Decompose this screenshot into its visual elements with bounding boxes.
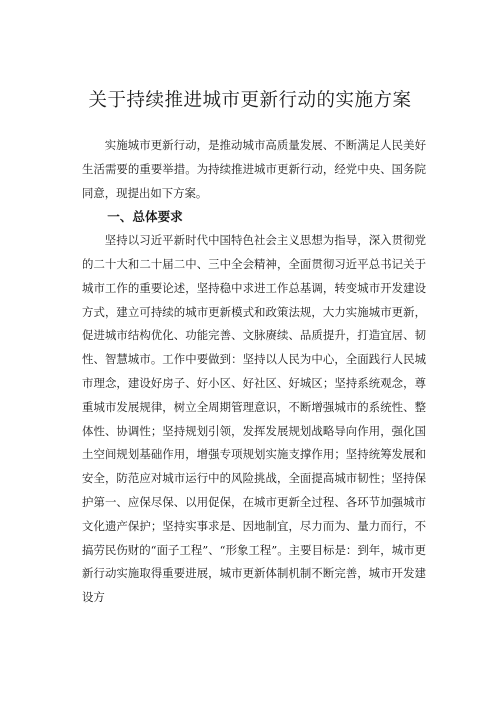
section-paragraph: 坚持以习近平新时代中国特色社会主义思想为指导，深入贯彻党的二十大和二十届二中、三中全会精神，全面贯彻习近平总书记关于城市工作的重要论述，坚持稳中求进工作总基调，转变城市开发建设方式，建立可持续的城市更新模式和政策法规，大力实施城市更新，促进城市结构优化、功能完善、文脉赓续、品质提升，打造宜居、韧性、智慧城市。工作中要做到：坚持以人民为中心，全面践行人民城市理念，建设好房子、好小区、好社区、好城区；坚持系统观念，尊重城市发展规律，树立全周期管理意识，不断增强城市的系统性、整体性、协调性；坚持规划引领，发挥发展规划战略导向作用，强化国土空间规划基础作用，增强专项规划实施支撑作用；坚持统筹发展和安全，防范应对城市运行中的风险挑战，全面提高城市韧性；坚持保护第一、应保尽保、以用促保，在城市更新全过程、各环节加强城市文化遗产保护；坚持实事求是、因地制宜，尽力而为、量力而行，不搞劳民伤财的“面子工程”、“形象工程”。主要目标是：到年，城市更新行动实施取得重要进展，城市更新体制机制不断完善，城市开发建设方: [82, 233, 426, 605]
document-title: 关于持续推进城市更新行动的实施方案: [88, 90, 412, 111]
intro-paragraph: 实施城市更新行动，是推动城市高质量发展、不断满足人民美好生活需要的重要举措。为持续推进城市更新行动，经党中央、国务院同意，现提出如下方案。: [82, 138, 426, 200]
document-body: [82, 134, 426, 610]
section-heading: 一、总体要求: [107, 209, 183, 225]
